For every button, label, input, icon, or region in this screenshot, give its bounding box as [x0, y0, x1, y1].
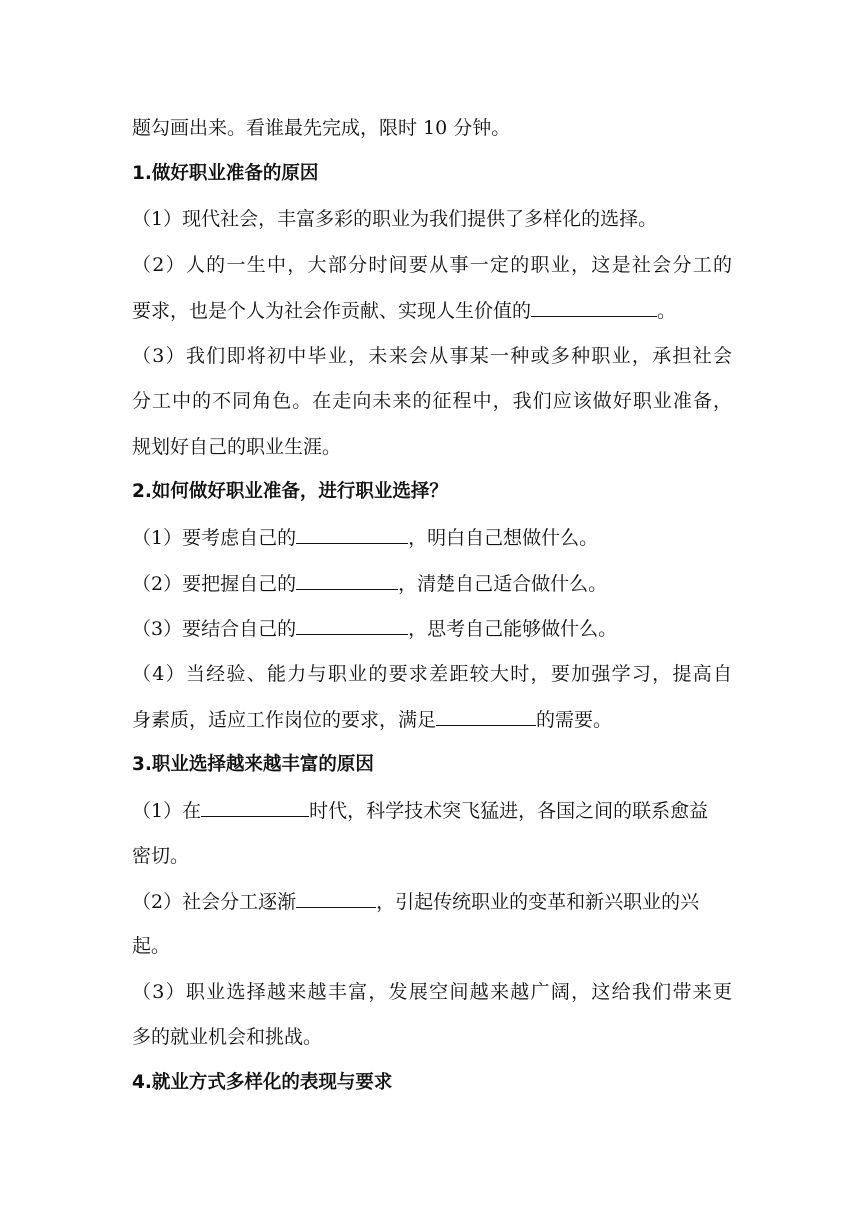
text-after-blank: ，思考自己能够做什么。 [408, 618, 618, 640]
fill-in-blank[interactable] [296, 616, 408, 635]
section-1-item-1: （1）现代社会，丰富多彩的职业为我们提供了多样化的选择。 [132, 208, 658, 230]
text-before-blank: （1）在 [132, 800, 202, 822]
text-before-blank: （1）要考虑自己的 [132, 527, 297, 549]
section-1-item-2-line-2 [132, 298, 732, 323]
section-heading-4: 4.就业方式多样化的表现与要求 [132, 1072, 393, 1093]
section-3-item-1-line-2: 密切。 [132, 845, 190, 867]
text-after-blank: 的需要。 [536, 709, 613, 731]
text-after-blank: ，明白自己想做什么。 [408, 527, 599, 549]
section-2-item-1 [132, 525, 732, 550]
fill-in-blank[interactable] [296, 571, 398, 590]
section-1-item-3-line-2: 分工中的不同角色。在走向未来的征程中，我们应该做好职业准备， [132, 390, 732, 412]
section-3-item-2-line-2: 起。 [132, 935, 171, 957]
section-1-item-3-line-1: （3）我们即将初中毕业，未来会从事某一种或多种职业，承担社会 [132, 345, 732, 367]
section-1-item-3-line-3: 规划好自己的职业生涯。 [132, 436, 342, 458]
text-after-blank: ，引起传统职业的变革和新兴职业的兴 [376, 891, 700, 913]
section-2-item-3 [132, 616, 732, 641]
text-before-blank: （2）要把握自己的 [132, 573, 297, 595]
section-3-item-3-line-2: 多的就业机会和挑战。 [132, 1026, 323, 1048]
intro-line: 题勾画出来。看谁最先完成，限时 10 分钟。 [132, 117, 511, 139]
section-3-item-3-line-1: （3）职业选择越来越丰富，发展空间越来越广阔，这给我们带来更 [132, 981, 732, 1003]
section-heading-1: 1.做好职业准备的原因 [132, 163, 319, 184]
text-after-blank: ，清楚自己适合做什么。 [398, 573, 608, 595]
fill-in-blank[interactable] [296, 525, 408, 544]
fill-in-blank[interactable] [296, 889, 376, 908]
section-heading-3: 3.职业选择越来越丰富的原因 [132, 754, 374, 775]
text-before-blank: 身素质，适应工作岗位的要求，满足 [132, 709, 437, 731]
text-before-blank: （2）社会分工逐渐 [132, 891, 297, 913]
text-before-blank: 要求，也是个人为社会作贡献、实现人生价值的 [132, 300, 532, 322]
fill-in-blank[interactable] [201, 798, 309, 817]
section-1-item-2-line-1: （2）人的一生中，大部分时间要从事一定的职业，这是社会分工的 [132, 254, 732, 276]
fill-in-blank[interactable] [436, 707, 536, 726]
text-after-blank: 时代，科学技术突飞猛进，各国之间的联系愈益 [309, 800, 709, 822]
text-after-blank: 。 [657, 300, 677, 322]
section-2-item-4-line-1: （4）当经验、能力与职业的要求差距较大时，要加强学习，提高自 [132, 663, 732, 685]
section-2-item-2 [132, 571, 732, 596]
fill-in-blank[interactable] [531, 298, 657, 317]
section-2-item-4-line-2 [132, 707, 732, 732]
section-heading-2: 2.如何做好职业准备，进行职业选择？ [132, 481, 448, 502]
section-3-item-1-line-1 [132, 798, 732, 823]
text-before-blank: （3）要结合自己的 [132, 618, 297, 640]
section-3-item-2-line-1 [132, 889, 732, 914]
